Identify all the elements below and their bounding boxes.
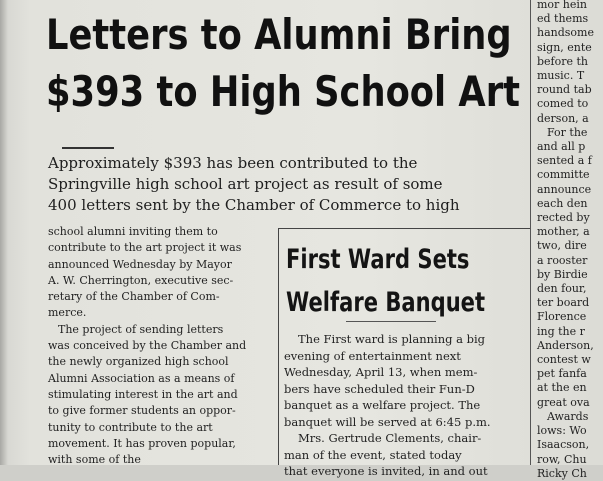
adjacent-article-text-line: den four, (537, 282, 587, 296)
headline-divider (62, 147, 114, 149)
column-divider-edge (530, 0, 531, 465)
article-text-line: announced Wednesday by Mayor (48, 257, 232, 271)
adjacent-article-text-line: music. T (537, 69, 585, 83)
sub-headline (286, 238, 486, 324)
sub-headline-divider (346, 321, 436, 322)
adjacent-article-text-line: pet fanfa (537, 367, 587, 381)
article-text-line: the newly organized high school (48, 355, 229, 369)
main-headline-line-1: Letters to Alumni Bring (46, 10, 512, 59)
adjacent-article-text-line: ing the r (537, 324, 585, 338)
article-text-line: was conceived by the Chamber and (48, 339, 247, 353)
sub-headline-line-2: Welfare Banquet (286, 287, 486, 318)
article-text-line: merce. (48, 306, 87, 320)
article-body-left-column (48, 224, 276, 468)
lead-line: Approximately $393 has been contributed to the (48, 154, 418, 172)
adjacent-article-text-line: ter board (537, 296, 590, 310)
adjacent-article-text-line: announce (537, 182, 592, 196)
adjacent-article-text-line: before th (537, 54, 589, 68)
adjacent-article-text-line: two, dire (537, 239, 587, 253)
article-text-line: contribute to the art project it was (48, 241, 242, 255)
article-text-line: to give former students an oppor- (48, 404, 236, 418)
adjacent-article-text-line: committe (537, 168, 590, 182)
lead-line: Springville high school art project as result of some (48, 175, 443, 193)
article-text-line: that everyone is invited, in and out (284, 464, 488, 478)
article-text-line: A. W. Cherrington, executive sec- (48, 273, 234, 287)
article-text-line: banquet will be served at 6:45 p.m. (284, 414, 491, 429)
article-text-line: movement. It has proven popular, (48, 436, 236, 450)
adjacent-article-text-line: mother, a (537, 225, 590, 239)
article-text-line: bers have scheduled their Fun-D (284, 381, 475, 396)
adjacent-article-text-line: Awards (547, 409, 589, 423)
main-headline (46, 6, 520, 120)
adjacent-article-text-line: a rooster (537, 253, 588, 267)
adjacent-article-text-line: and all p (537, 140, 586, 154)
adjacent-article-text-line: by Birdie (537, 267, 588, 281)
adjacent-article-text-line: each den (537, 196, 588, 210)
sub-headline-line-1: First Ward Sets (286, 244, 470, 275)
article-text-line: Mrs. Gertrude Clements, chair- (298, 431, 482, 445)
article-text-line: school alumni inviting them to (48, 225, 218, 238)
lead-paragraph (48, 153, 528, 216)
article-text-line: banquet as a welfare project. The (284, 398, 481, 412)
box-divider-horizontal (278, 228, 530, 229)
article-text-line: The project of sending letters (58, 322, 224, 336)
adjacent-article-text-line: comed to (537, 97, 589, 111)
article-text-line: retary of the Chamber of Com- (48, 290, 220, 304)
adjacent-article-text-line: derson, a (537, 111, 589, 125)
article-text-line: evening of entertainment next (284, 348, 461, 363)
article-text-line: tunity to contribute to the art (48, 420, 213, 434)
adjacent-article-text-line: rected by (537, 211, 590, 225)
adjacent-article-text-line: handsome (537, 26, 594, 40)
adjacent-article-text-line: sign, ente (537, 40, 592, 54)
adjacent-article-column (537, 0, 603, 481)
adjacent-article-text-line: mor hein (537, 0, 588, 11)
adjacent-article-text-line: contest w (537, 353, 591, 367)
lead-line: 400 letters sent by the Chamber of Commerce to high (48, 196, 460, 214)
adjacent-article-text-line: lows: Wo (537, 424, 587, 438)
article-text-line: with some of the (48, 453, 141, 467)
adjacent-article-text-line: great ova (537, 395, 590, 409)
adjacent-article-text-line: Anderson, (537, 338, 594, 352)
article-text-line: Alumni Association as a means of (48, 371, 235, 385)
adjacent-article-text-line: at the en (537, 381, 587, 395)
article-text-line: man of the event, stated today (284, 447, 462, 462)
adjacent-article-text-line: ed thems (537, 12, 589, 26)
adjacent-article-text-line: sented a f (537, 154, 592, 168)
column-divider-vertical (278, 228, 279, 465)
adjacent-article-text-line: For the (547, 125, 588, 139)
adjacent-article-text-line: Ricky Ch (537, 466, 587, 480)
adjacent-article-text-line: row, Chu (537, 452, 587, 466)
adjacent-article-text-line: Florence (537, 310, 587, 324)
article-text-line: Wednesday, April 13, when mem- (284, 365, 478, 379)
main-headline-line-2: $393 to High School Art (46, 67, 520, 116)
article-body-right-column (284, 331, 528, 480)
adjacent-article-text-line: Isaacson, (537, 438, 590, 452)
article-text-line: The First ward is planning a big (298, 332, 486, 346)
article-text-line: stimulating interest in the art and (48, 387, 238, 401)
adjacent-article-text-line: round tab (537, 83, 592, 97)
